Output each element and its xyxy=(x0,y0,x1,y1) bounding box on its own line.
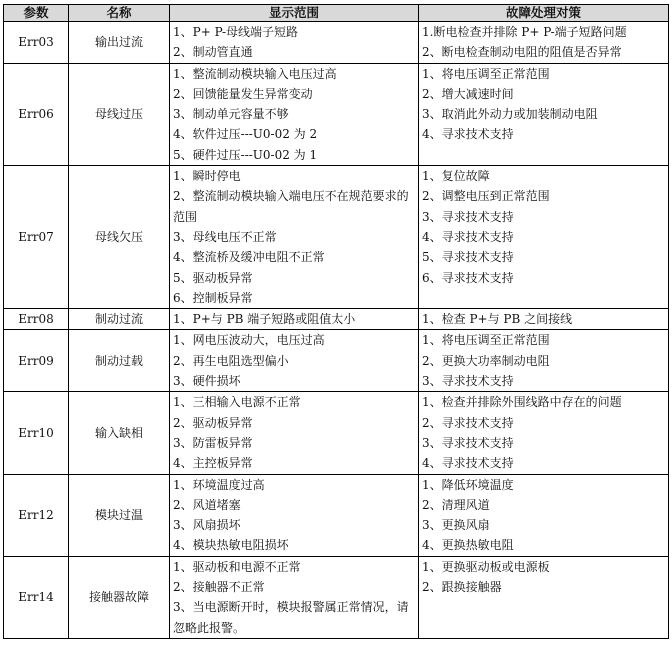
display-range-cell xyxy=(170,392,419,474)
display-range-item: 4、模块热敏电阻损坏 xyxy=(173,538,289,553)
display-range-item: 2、驱动板异常 xyxy=(173,415,253,430)
display-range-item: 2、制动管直通 xyxy=(173,45,253,60)
display-range-item: 2、接触器不正常 xyxy=(173,580,265,595)
display-range-item: 4、整流桥及缓冲电阻不正常 xyxy=(173,250,325,265)
handling-cell xyxy=(419,392,669,474)
handling-step: 4、寻求技术支持 xyxy=(422,127,514,142)
handling-step: 4、更换热敏电阻 xyxy=(422,538,514,553)
display-range-item: 3、制动单元容量不够 xyxy=(173,107,289,122)
fault-name: 制动过流 xyxy=(69,309,170,330)
handling-step: 1、复位故障 xyxy=(422,169,490,184)
fault-name: 母线欠压 xyxy=(69,166,170,309)
fault-name: 接触器故障 xyxy=(69,556,170,638)
table-row xyxy=(4,22,669,64)
table-header-row xyxy=(4,5,669,22)
display-range-cell xyxy=(170,166,419,309)
display-range-item: 2、回馈能量发生异常变动 xyxy=(173,86,313,101)
fault-name: 制动过载 xyxy=(69,330,170,392)
handling-cell xyxy=(419,22,669,64)
display-range-item: 2、风道堵塞 xyxy=(173,497,241,512)
handling-cell xyxy=(419,556,669,638)
fault-name: 输出过流 xyxy=(69,22,170,64)
display-range-item: 2、整流制动模块输入端电压不在规范要求的范围 xyxy=(173,189,409,224)
fault-code: Err06 xyxy=(4,63,69,165)
display-range-item: 6、控制板异常 xyxy=(173,290,253,305)
handling-step: 2、跟换接触器 xyxy=(422,580,502,595)
display-range-item: 1、环境温度过高 xyxy=(173,477,265,492)
display-range-item: 1、驱动板和电源不正常 xyxy=(173,559,301,574)
table-row xyxy=(4,166,669,309)
handling-step: 6、寻求技术支持 xyxy=(422,270,514,285)
display-range-item: 1、瞬时停电 xyxy=(173,169,241,184)
display-range-item: 5、硬件过压---U0-02 为 1 xyxy=(173,147,318,162)
handling-step: 2、调整电压到正常范围 xyxy=(422,189,550,204)
header-code: 参数 xyxy=(4,5,69,22)
handling-step: 3、寻求技术支持 xyxy=(422,374,514,389)
display-range-cell xyxy=(170,309,419,330)
fault-code: Err08 xyxy=(4,309,69,330)
header-display-range: 显示范围 xyxy=(170,5,419,22)
display-range-cell xyxy=(170,330,419,392)
fault-table xyxy=(3,4,669,639)
fault-code: Err10 xyxy=(4,392,69,474)
table-row xyxy=(4,309,669,330)
handling-step: 3、取消此外动力或加装制动电阻 xyxy=(422,107,598,122)
display-range-item: 2、再生电阻选型偏小 xyxy=(173,353,289,368)
display-range-item: 3、硬件损坏 xyxy=(173,374,241,389)
table-row xyxy=(4,556,669,638)
handling-step: 1.断电检查并排除 P+ P-端子短路问题 xyxy=(422,25,627,39)
handling-cell xyxy=(419,166,669,309)
handling-cell xyxy=(419,330,669,392)
handling-step: 2、增大减速时间 xyxy=(422,86,514,101)
display-range-item: 5、驱动板异常 xyxy=(173,270,253,285)
display-range-item: 4、软件过压---U0-02 为 2 xyxy=(173,127,318,142)
handling-cell xyxy=(419,63,669,165)
display-range-item: 4、主控板异常 xyxy=(173,456,253,471)
fault-code: Err07 xyxy=(4,166,69,309)
fault-name: 母线过压 xyxy=(69,63,170,165)
handling-step: 1、降低环境温度 xyxy=(422,477,514,492)
display-range-item: 1、P+与 PB 端子短路或阻值太小 xyxy=(173,312,356,327)
display-range-item: 3、防雷板异常 xyxy=(173,435,253,450)
handling-step: 3、更换风扇 xyxy=(422,518,490,533)
fault-name: 输入缺相 xyxy=(69,392,170,474)
handling-step: 3、寻求技术支持 xyxy=(422,209,514,224)
display-range-item: 3、风扇损坏 xyxy=(173,518,241,533)
handling-step: 1、更换驱动板或电源板 xyxy=(422,559,550,574)
table-row xyxy=(4,63,669,165)
header-name: 名称 xyxy=(69,5,170,22)
handling-step: 1、检查并排除外围线路中存在的问题 xyxy=(422,395,622,410)
display-range-cell xyxy=(170,22,419,64)
fault-code: Err14 xyxy=(4,556,69,638)
handling-step: 3、寻求技术支持 xyxy=(422,435,514,450)
table-row xyxy=(4,392,669,474)
handling-step: 2、清理风道 xyxy=(422,497,490,512)
fault-code: Err03 xyxy=(4,22,69,64)
handling-step: 1、检查 P+与 PB 之间接线 xyxy=(422,312,573,327)
display-range-item: 1、整流制动模块输入电压过高 xyxy=(173,66,337,81)
display-range-cell xyxy=(170,63,419,165)
display-range-cell xyxy=(170,556,419,638)
table-row xyxy=(4,330,669,392)
fault-code: Err09 xyxy=(4,330,69,392)
display-range-cell xyxy=(170,474,419,556)
handling-cell xyxy=(419,309,669,330)
display-range-item: 1、网电压波动大，电压过高 xyxy=(173,333,325,348)
handling-step: 4、寻求技术支持 xyxy=(422,229,514,244)
handling-step: 5、寻求技术支持 xyxy=(422,250,514,265)
handling-step: 2、寻求技术支持 xyxy=(422,415,514,430)
header-handling: 故障处理对策 xyxy=(419,5,669,22)
handling-step: 1、将电压调至正常范围 xyxy=(422,333,550,348)
handling-step: 1、将电压调至正常范围 xyxy=(422,66,550,81)
handling-step: 2、断电检查制动电阻的阻值是否异常 xyxy=(422,45,622,60)
handling-cell xyxy=(419,474,669,556)
fault-code: Err12 xyxy=(4,474,69,556)
fault-table-container xyxy=(3,4,668,639)
fault-name: 模块过温 xyxy=(69,474,170,556)
display-range-item: 1、三相输入电源不正常 xyxy=(173,395,301,410)
handling-step: 4、寻求技术支持 xyxy=(422,456,514,471)
display-range-item: 3、当电源断开时，模块报警属正常情况，请忽略此报警。 xyxy=(173,600,409,635)
display-range-item: 1、P+ P-母线端子短路 xyxy=(173,25,299,39)
table-row xyxy=(4,474,669,556)
handling-step: 2、更换大功率制动电阻 xyxy=(422,353,550,368)
table-body xyxy=(4,22,669,639)
display-range-item: 3、母线电压不正常 xyxy=(173,229,277,244)
